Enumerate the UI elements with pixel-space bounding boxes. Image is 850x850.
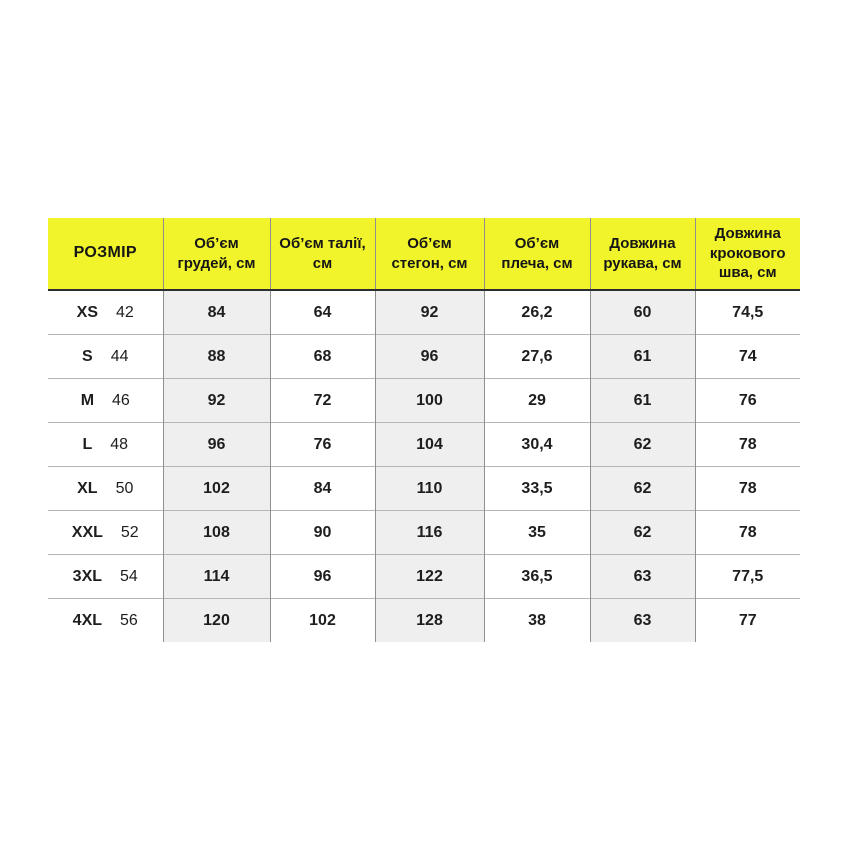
cell-shoulder: 26,2 (484, 290, 590, 335)
size-label: XXL (71, 523, 103, 541)
cell-shoulder: 38 (484, 599, 590, 643)
table-row (48, 511, 800, 555)
cell-sleeve: 62 (590, 467, 695, 511)
cell-hips: 92 (375, 290, 484, 335)
cell-hips: 104 (375, 423, 484, 467)
size-label: L (82, 435, 93, 453)
table-body (48, 290, 800, 642)
size-label: XL (77, 479, 98, 497)
cell-hips: 110 (375, 467, 484, 511)
table-row (48, 423, 800, 467)
cell-sleeve: 63 (590, 599, 695, 643)
size-label: M (80, 391, 95, 409)
cell-waist: 84 (270, 467, 375, 511)
table-header (48, 218, 800, 290)
cell-chest: 84 (163, 290, 270, 335)
cell-inseam: 78 (695, 467, 800, 511)
cell-waist: 76 (270, 423, 375, 467)
size-label: S (82, 347, 93, 365)
cell-shoulder: 30,4 (484, 423, 590, 467)
size-number: 42 (116, 303, 134, 321)
cell-size (48, 555, 163, 599)
cell-hips: 96 (375, 335, 484, 379)
cell-chest: 114 (163, 555, 270, 599)
table-row (48, 379, 800, 423)
table-row (48, 599, 800, 643)
cell-size (48, 379, 163, 423)
cell-inseam: 77 (695, 599, 800, 643)
cell-hips: 116 (375, 511, 484, 555)
header-chest: Об’єм грудей, см (163, 218, 270, 290)
cell-waist: 68 (270, 335, 375, 379)
size-number: 52 (120, 523, 139, 541)
size-label: 3XL (72, 567, 103, 585)
header-hips: Об’єм стегон, см (375, 218, 484, 290)
header-sleeve: Довжина рукава, см (590, 218, 695, 290)
cell-chest: 108 (163, 511, 270, 555)
cell-sleeve: 61 (590, 379, 695, 423)
cell-size (48, 335, 163, 379)
table-row (48, 555, 800, 599)
size-label: 4XL (72, 611, 103, 629)
cell-waist: 90 (270, 511, 375, 555)
table-row (48, 467, 800, 511)
size-number: 54 (120, 567, 138, 585)
cell-shoulder: 36,5 (484, 555, 590, 599)
cell-inseam: 74,5 (695, 290, 800, 335)
cell-inseam: 77,5 (695, 555, 800, 599)
cell-shoulder: 27,6 (484, 335, 590, 379)
cell-hips: 128 (375, 599, 484, 643)
size-number: 44 (110, 347, 129, 365)
cell-chest: 102 (163, 467, 270, 511)
cell-chest: 88 (163, 335, 270, 379)
cell-inseam: 76 (695, 379, 800, 423)
cell-sleeve: 63 (590, 555, 695, 599)
cell-sleeve: 60 (590, 290, 695, 335)
size-number: 48 (110, 435, 129, 453)
cell-sleeve: 62 (590, 511, 695, 555)
size-chart-container (48, 218, 800, 642)
cell-size (48, 467, 163, 511)
table-row (48, 335, 800, 379)
size-number: 56 (120, 611, 138, 629)
header-row (48, 218, 800, 290)
cell-sleeve: 61 (590, 335, 695, 379)
size-number: 46 (112, 391, 130, 409)
header-inseam: Довжина крокового шва, см (695, 218, 800, 290)
cell-inseam: 74 (695, 335, 800, 379)
cell-inseam: 78 (695, 423, 800, 467)
size-number: 50 (115, 479, 134, 497)
size-chart-table (48, 218, 800, 642)
cell-waist: 96 (270, 555, 375, 599)
cell-chest: 92 (163, 379, 270, 423)
cell-sleeve: 62 (590, 423, 695, 467)
cell-size (48, 423, 163, 467)
header-shoulder: Об’єм плеча, см (484, 218, 590, 290)
cell-size (48, 599, 163, 643)
cell-shoulder: 33,5 (484, 467, 590, 511)
cell-waist: 102 (270, 599, 375, 643)
cell-chest: 96 (163, 423, 270, 467)
table-row (48, 290, 800, 335)
header-waist: Об’єм талії, см (270, 218, 375, 290)
cell-size (48, 290, 163, 335)
cell-chest: 120 (163, 599, 270, 643)
header-size: РОЗМІР (48, 218, 163, 290)
cell-shoulder: 35 (484, 511, 590, 555)
cell-size (48, 511, 163, 555)
size-label: XS (76, 303, 99, 321)
cell-waist: 72 (270, 379, 375, 423)
cell-hips: 122 (375, 555, 484, 599)
cell-shoulder: 29 (484, 379, 590, 423)
cell-waist: 64 (270, 290, 375, 335)
cell-hips: 100 (375, 379, 484, 423)
cell-inseam: 78 (695, 511, 800, 555)
